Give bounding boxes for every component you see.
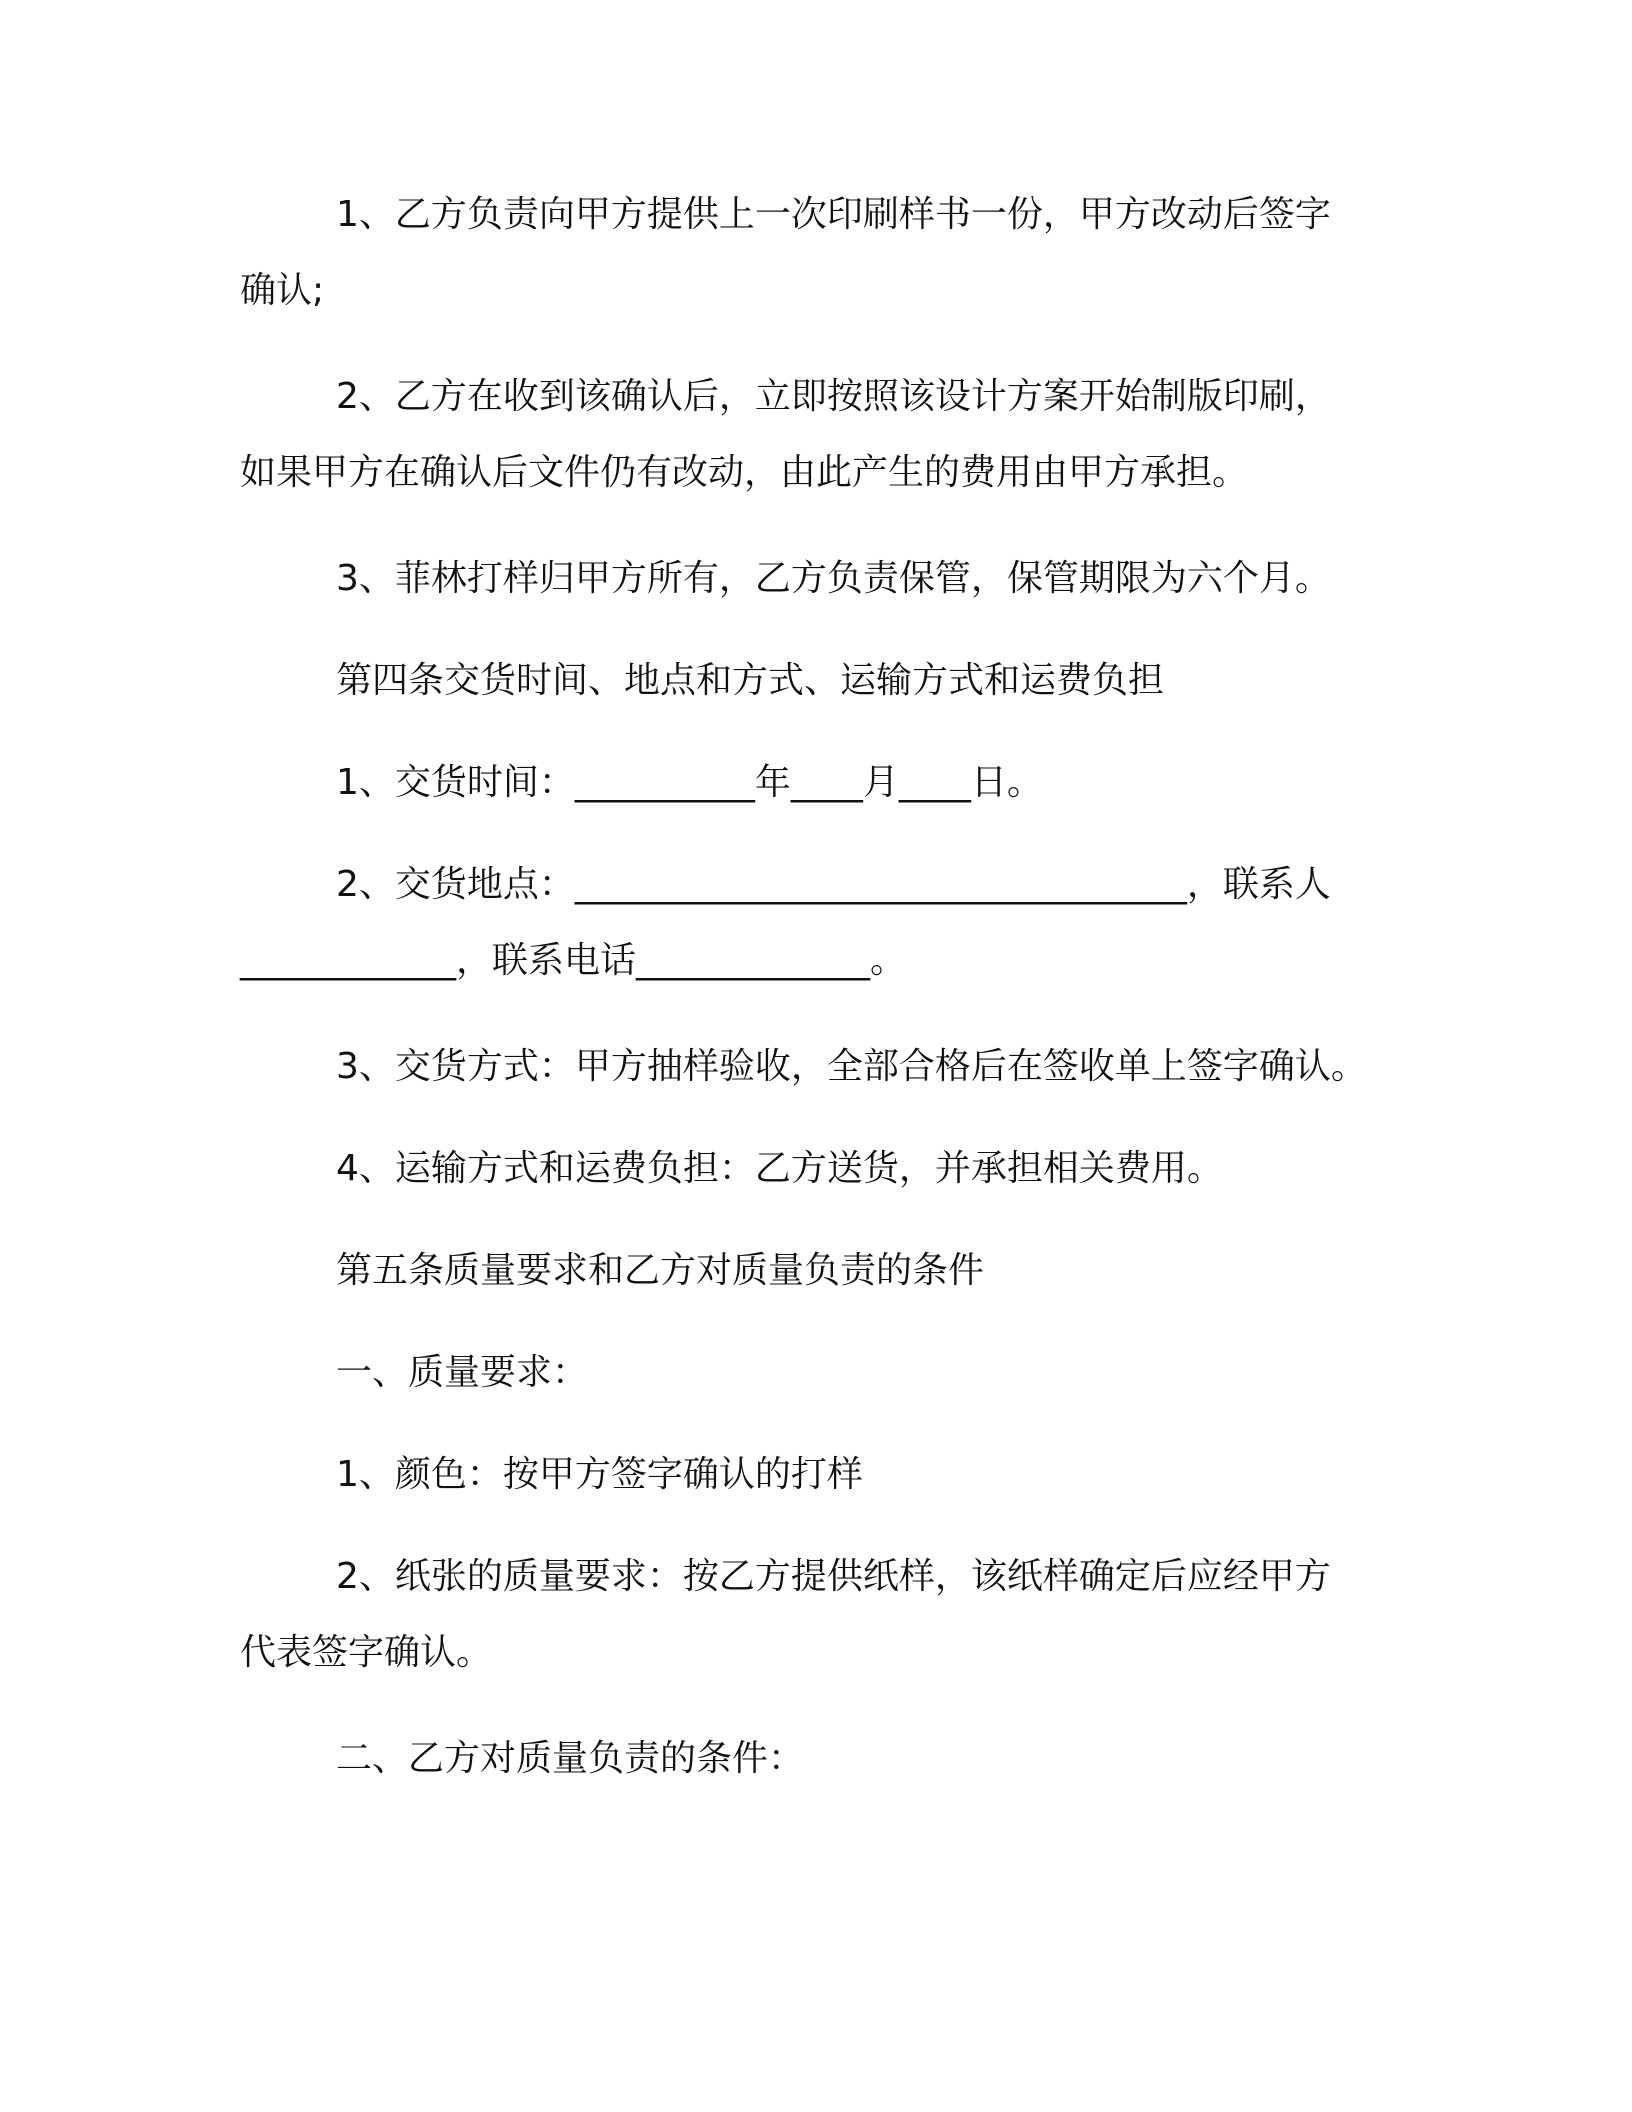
paragraph-line: 2、乙方在收到该确认后，立即按照该设计方案开始制版印刷， (336, 376, 1331, 417)
paragraph-color (240, 1437, 1390, 1513)
paragraph-delivery-time (240, 745, 1390, 821)
paragraph-line: 1、乙方负责向甲方提供上一次印刷样书一份，甲方改动后签字 (336, 194, 1331, 235)
paragraph-paper-quality (240, 1539, 1390, 1691)
paragraph-line: ____________，联系电话_____________。 (240, 940, 907, 981)
paragraph-transport (240, 1131, 1390, 1207)
section-heading-text: 第四条交货时间、地点和方式、运输方式和运费负担 (336, 660, 1165, 701)
paragraph-line: 1、颜色：按甲方签字确认的打样 (336, 1454, 863, 1495)
paragraph-delivery-place (240, 847, 1390, 999)
subheading-text: 一、质量要求： (336, 1352, 589, 1393)
paragraph-line: 确认; (240, 270, 325, 311)
paragraph-3 (240, 541, 1390, 617)
subheading-quality-conditions (240, 1721, 1390, 1797)
section-heading-article-5 (240, 1233, 1390, 1309)
paragraph-line: 代表签字确认。 (240, 1632, 493, 1673)
paragraph-line: 2、纸张的质量要求：按乙方提供纸样，该纸样确定后应经甲方 (336, 1556, 1331, 1597)
paragraph-line: 3、菲林打样归甲方所有，乙方负责保管，保管期限为六个月。 (336, 558, 1331, 599)
paragraph-line: 如果甲方在确认后文件仍有改动，由此产生的费用由甲方承担。 (240, 452, 1249, 493)
paragraph-1 (240, 177, 1390, 329)
section-heading-text: 第五条质量要求和乙方对质量负责的条件 (336, 1250, 985, 1291)
subheading-quality-requirements (240, 1335, 1390, 1411)
paragraph-line: 2、交货地点：__________________________________，联系人 (336, 864, 1331, 905)
section-heading-article-4 (240, 643, 1390, 719)
paragraph-line: 4、运输方式和运费负担：乙方送货，并承担相关费用。 (336, 1148, 1223, 1189)
paragraph-delivery-method (240, 1029, 1390, 1105)
paragraph-line: 3、交货方式：甲方抽样验收，全部合格后在签收单上签字确认。 (336, 1046, 1367, 1087)
paragraph-2 (240, 359, 1390, 511)
subheading-text: 二、乙方对质量负责的条件： (336, 1738, 805, 1779)
paragraph-line: 1、交货时间：__________年____月____日。 (336, 762, 1043, 803)
